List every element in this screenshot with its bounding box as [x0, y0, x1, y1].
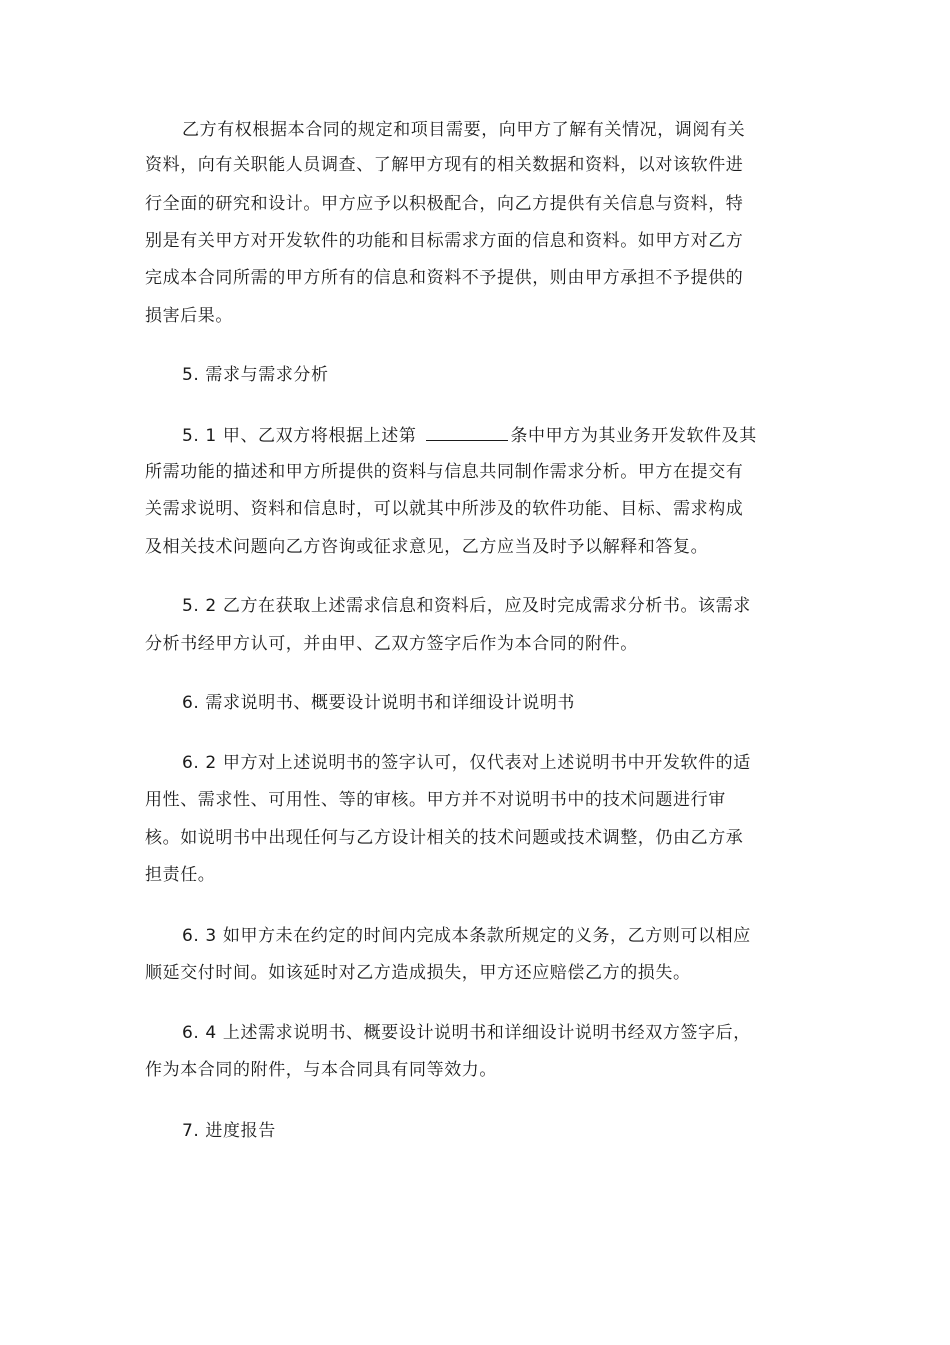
paragraph-line: 核。如说明书中出现任何与乙方设计相关的技术问题或技术调整，仍由乙方承: [145, 828, 744, 848]
paragraph-line: 损害后果。: [145, 306, 233, 326]
section-heading-7: 7. 进度报告: [182, 1121, 276, 1141]
paragraph-line: 完成本合同所需的甲方所有的信息和资料不予提供，则由甲方承担不予提供的: [145, 268, 744, 288]
clause-text: 5. 1 甲、乙双方将根据上述第: [182, 426, 417, 446]
paragraph-line: 担责任。: [145, 865, 216, 885]
paragraph-line: 关需求说明、资料和信息时，可以就其中所涉及的软件功能、目标、需求构成: [145, 499, 744, 519]
section-heading-6: 6. 需求说明书、概要设计说明书和详细设计说明书: [182, 693, 576, 713]
paragraph-line: 及相关技术问题向乙方咨询或征求意见，乙方应当及时予以解释和答复。: [145, 537, 709, 557]
paragraph-line: 资料，向有关职能人员调查、了解甲方现有的相关数据和资料，以对该软件进: [145, 155, 744, 175]
paragraph-line: 6. 4 上述需求说明书、概要设计说明书和详细设计说明书经双方签字后，: [182, 1023, 751, 1043]
clause-text: 条中甲方为其业务开发软件及其: [510, 426, 757, 446]
clause-5-1-first-line: [182, 424, 757, 447]
paragraph-line: 别是有关甲方对开发软件的功能和目标需求方面的信息和资料。如甲方对乙方: [145, 231, 744, 251]
paragraph-line: 乙方有权根据本合同的规定和项目需要，向甲方了解有关情况，调阅有关: [182, 120, 746, 140]
paragraph-line: 所需功能的描述和甲方所提供的资料与信息共同制作需求分析。甲方在提交有: [145, 462, 744, 482]
fill-in-blank: [426, 424, 508, 441]
paragraph-line: 分析书经甲方认可，并由甲、乙双方签字后作为本合同的附件。: [145, 634, 638, 654]
paragraph-line: 6. 2 甲方对上述说明书的签字认可，仅代表对上述说明书中开发软件的适: [182, 753, 751, 773]
paragraph-line: 用性、需求性、可用性、等的审核。甲方并不对说明书中的技术问题进行审: [145, 790, 726, 810]
paragraph-line: 行全面的研究和设计。甲方应予以积极配合，向乙方提供有关信息与资料，特: [145, 194, 744, 214]
paragraph-line: 6. 3 如甲方未在约定的时间内完成本条款所规定的义务，乙方则可以相应: [182, 926, 751, 946]
paragraph-line: 顺延交付时间。如该延时对乙方造成损失，甲方还应赔偿乙方的损失。: [145, 963, 691, 983]
paragraph-line: 5. 2 乙方在获取上述需求信息和资料后，应及时完成需求分析书。该需求: [182, 596, 751, 616]
paragraph-line: 作为本合同的附件，与本合同具有同等效力。: [145, 1060, 497, 1080]
section-heading-5: 5. 需求与需求分析: [182, 365, 329, 385]
